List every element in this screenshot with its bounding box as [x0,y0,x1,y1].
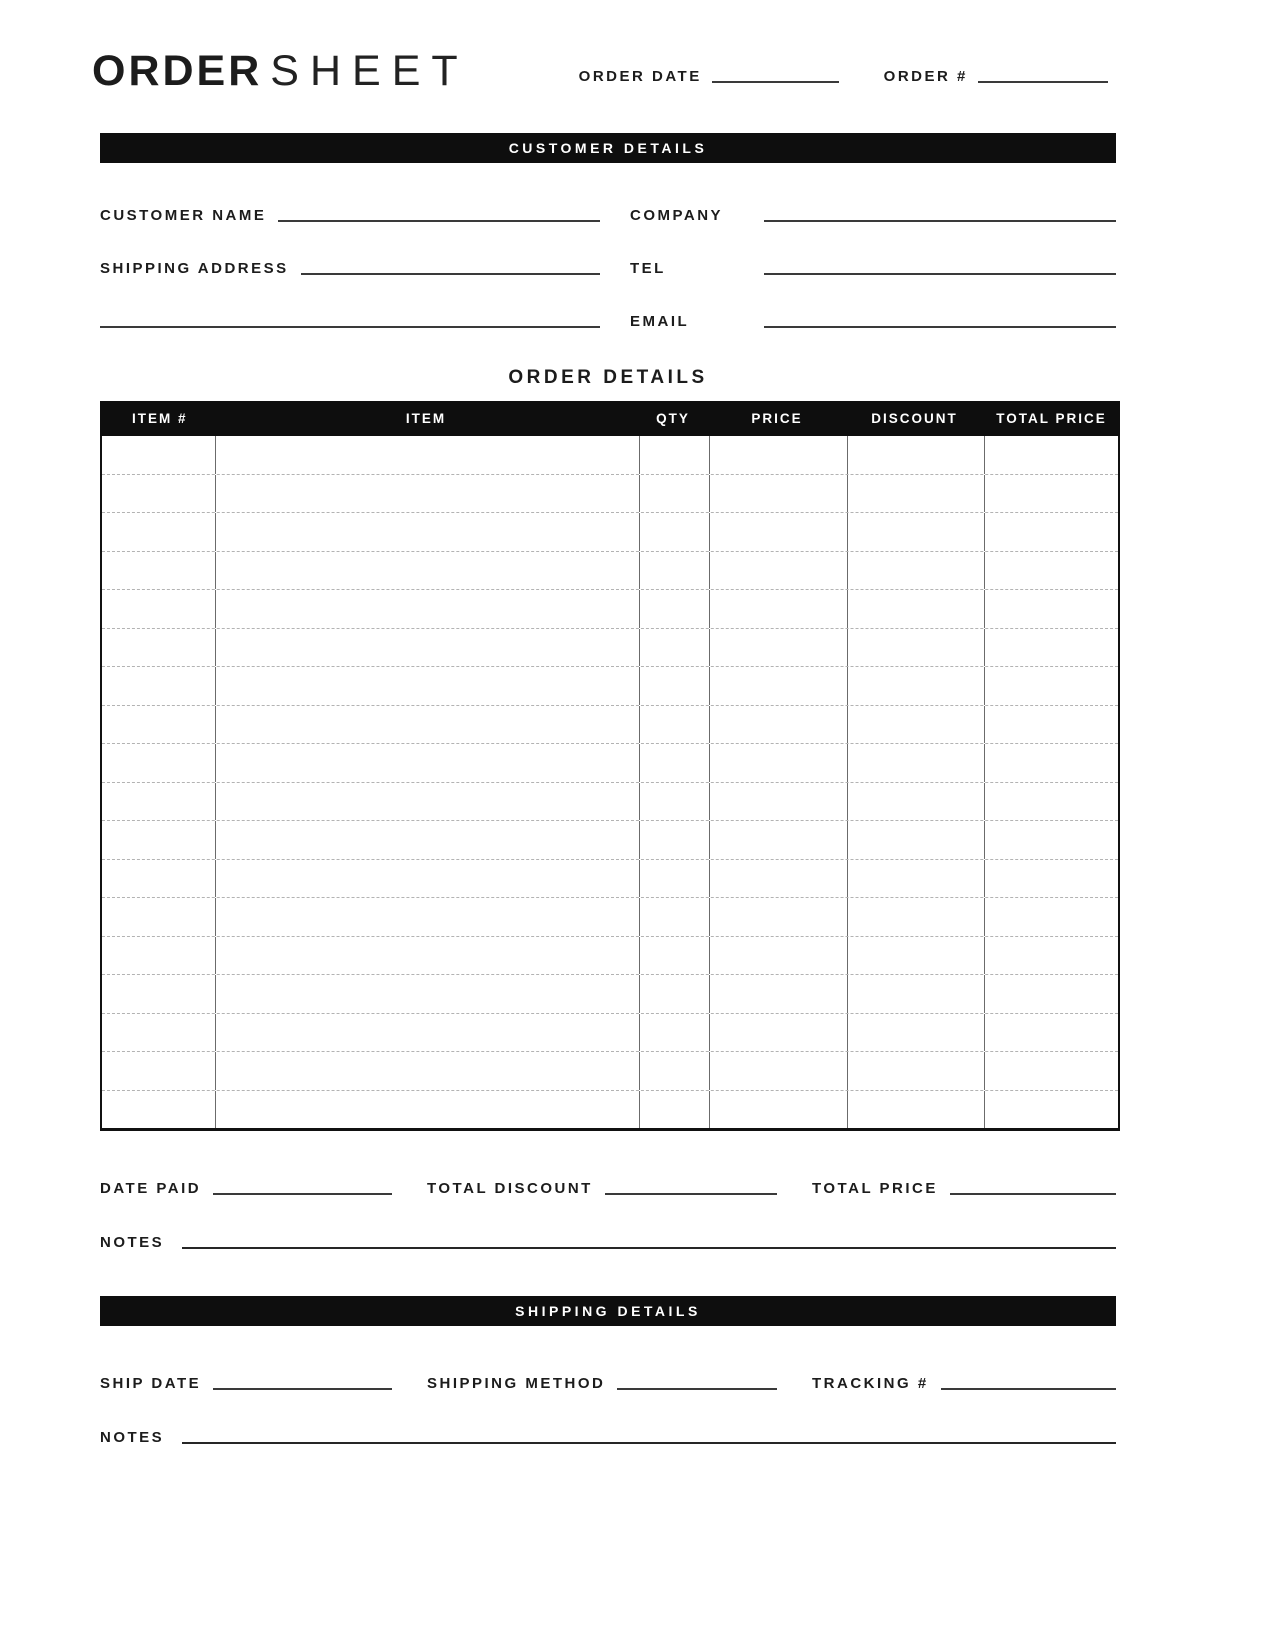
order-item-cell [216,513,640,551]
summary-row [100,1171,1116,1198]
order-notes-label: NOTES [100,1234,165,1252]
email-label: EMAIL [630,313,690,331]
order-item-row [102,783,1118,822]
order-item-cell [216,706,640,744]
total-price-field [812,1180,1116,1198]
order-item-row [102,552,1118,591]
order-item-cell [710,513,848,551]
ship-date-label: SHIP DATE [100,1375,202,1393]
order-item-cell [848,1014,985,1052]
order-item-cell [710,1014,848,1052]
date-paid-line [213,1193,392,1195]
shipping-notes-label: NOTES [100,1429,165,1447]
order-item-cell [848,513,985,551]
order-item-row [102,1091,1118,1129]
order-item-row [102,898,1118,937]
order-item-cell [102,1091,216,1129]
order-item-cell [710,552,848,590]
order-item-cell [985,1091,1118,1129]
ship-date-field [100,1375,392,1393]
order-date-label: ORDER DATE [578,68,702,86]
order-item-cell [640,975,710,1013]
order-item-cell [985,783,1118,821]
order-item-cell [848,552,985,590]
order-item-cell [102,667,216,705]
order-item-cell [848,590,985,628]
total-discount-line [605,1193,777,1195]
order-item-cell [640,783,710,821]
customer-name-field [100,193,600,225]
order-item-cell [710,937,848,975]
order-item-cell [640,821,710,859]
shipping-address-label: SHIPPING ADDRESS [100,260,289,278]
total-discount-field [427,1180,777,1198]
order-item-cell [710,706,848,744]
order-item-cell [985,937,1118,975]
title-secondary: SHEET [270,47,469,95]
total-discount-label: TOTAL DISCOUNT [427,1180,593,1198]
order-item-cell [640,860,710,898]
order-item-cell [710,783,848,821]
column-header-discount: DISCOUNT [871,411,958,427]
tracking-number-line [941,1388,1116,1390]
order-item-cell [985,975,1118,1013]
column-header-qty: QTY [656,411,690,427]
order-number-field [884,68,1108,86]
order-notes-field [100,1225,1116,1252]
total-price-line [950,1193,1116,1195]
order-item-cell [710,667,848,705]
order-items-table [100,401,1120,1131]
date-paid-field [100,1180,392,1198]
order-item-cell [216,744,640,782]
order-item-cell [710,744,848,782]
order-details-heading: ORDER DETAILS [508,367,708,389]
order-item-cell [848,629,985,667]
shipping-address-line [301,273,600,275]
order-item-cell [985,1014,1118,1052]
order-item-cell [640,1052,710,1090]
order-item-cell [848,821,985,859]
order-item-cell [102,937,216,975]
order-item-cell [985,667,1118,705]
order-item-cell [985,898,1118,936]
order-item-cell [102,706,216,744]
order-item-cell [216,1014,640,1052]
order-item-cell [102,436,216,474]
tel-field [600,246,1116,278]
order-item-cell [102,975,216,1013]
order-item-cell [216,860,640,898]
order-item-cell [640,475,710,513]
customer-name-label: CUSTOMER NAME [100,207,267,225]
order-item-cell [216,1052,640,1090]
order-item-cell [216,821,640,859]
order-item-cell [710,860,848,898]
page-content [92,0,1116,1447]
order-item-cell [102,1014,216,1052]
order-item-cell [216,1091,640,1129]
order-item-cell [102,629,216,667]
shipping-details-title: SHIPPING DETAILS [515,1303,701,1320]
order-item-cell [985,860,1118,898]
order-items-body [100,436,1120,1131]
shipping-details-section-bar [100,1296,1116,1326]
order-item-row [102,860,1118,899]
column-header-price: PRICE [751,411,803,427]
date-paid-label: DATE PAID [100,1180,202,1198]
order-item-cell [710,1091,848,1129]
ship-date-line [213,1388,392,1390]
order-item-cell [710,975,848,1013]
customer-details-section-bar [100,133,1116,163]
order-item-cell [848,937,985,975]
order-item-cell [216,552,640,590]
order-item-cell [985,629,1118,667]
order-table-header [100,401,1120,436]
order-item-cell [216,783,640,821]
order-item-cell [985,552,1118,590]
company-field [600,193,1116,225]
order-item-row [102,706,1118,745]
company-line [764,220,1116,222]
company-label: COMPANY [630,207,724,225]
order-item-cell [848,1052,985,1090]
order-item-cell [640,1014,710,1052]
order-item-cell [848,706,985,744]
order-item-cell [216,975,640,1013]
order-item-cell [102,590,216,628]
order-item-cell [848,1091,985,1129]
order-item-cell [640,552,710,590]
order-item-row [102,821,1118,860]
order-item-cell [640,1091,710,1129]
email-field [600,299,1116,331]
order-item-cell [640,629,710,667]
order-item-row [102,1014,1118,1053]
order-item-cell [848,898,985,936]
order-item-cell [640,436,710,474]
order-item-cell [710,436,848,474]
order-item-cell [710,590,848,628]
order-number-line [978,81,1108,83]
order-item-cell [710,821,848,859]
shipping-notes-field [100,1420,1116,1447]
order-item-cell [848,744,985,782]
order-item-row [102,513,1118,552]
order-item-cell [710,629,848,667]
order-item-cell [102,744,216,782]
header-fields [579,68,1116,95]
order-item-cell [985,475,1118,513]
shipping-method-label: SHIPPING METHOD [427,1375,606,1393]
customer-fields [100,193,1116,331]
title-primary: ORDER [92,47,263,95]
order-item-cell [710,1052,848,1090]
order-item-cell [848,436,985,474]
order-item-cell [640,744,710,782]
order-item-cell [102,475,216,513]
order-item-cell [216,667,640,705]
email-line [764,326,1116,328]
shipping-row [100,1366,1116,1393]
order-item-row [102,436,1118,475]
shipping-notes-line [182,1442,1116,1444]
column-header-item: ITEM [405,411,447,427]
order-item-cell [640,898,710,936]
column-header-total-price: TOTAL PRICE [996,411,1107,427]
order-item-cell [848,667,985,705]
order-item-cell [848,975,985,1013]
shipping-method-field [427,1375,777,1393]
order-item-cell [216,475,640,513]
total-price-label: TOTAL PRICE [812,1180,938,1198]
order-item-cell [848,860,985,898]
page-header [92,0,1116,95]
order-item-cell [985,706,1118,744]
order-item-cell [216,629,640,667]
shipping-address-line-2 [100,326,600,328]
order-item-cell [102,783,216,821]
shipping-method-line [617,1388,777,1390]
order-item-row [102,667,1118,706]
order-date-field [579,68,839,86]
order-notes-line [182,1247,1116,1249]
order-item-cell [102,821,216,859]
order-item-cell [102,1052,216,1090]
order-item-cell [985,513,1118,551]
order-item-cell [102,898,216,936]
order-item-cell [102,552,216,590]
order-item-row [102,475,1118,514]
order-item-row [102,744,1118,783]
tel-line [764,273,1116,275]
order-item-cell [216,937,640,975]
order-item-cell [985,436,1118,474]
customer-details-title: CUSTOMER DETAILS [508,140,708,157]
shipping-address-field-line2 [100,299,600,331]
order-item-cell [985,590,1118,628]
order-item-cell [848,475,985,513]
order-item-cell [216,436,640,474]
order-item-cell [985,1052,1118,1090]
order-item-cell [848,783,985,821]
tel-label: TEL [630,260,666,278]
order-item-cell [216,898,640,936]
order-item-row [102,590,1118,629]
order-item-cell [640,667,710,705]
shipping-address-field [100,246,600,278]
order-item-cell [985,821,1118,859]
tracking-number-field [812,1375,1116,1393]
tracking-number-label: TRACKING # [812,1375,929,1393]
order-item-row [102,1052,1118,1091]
order-item-cell [216,590,640,628]
order-date-line [712,81,839,83]
order-item-cell [640,706,710,744]
page-title [92,48,469,95]
order-item-cell [640,937,710,975]
order-item-row [102,937,1118,976]
order-item-cell [640,513,710,551]
order-item-row [102,975,1118,1014]
order-item-cell [985,744,1118,782]
order-item-cell [102,860,216,898]
order-item-cell [710,475,848,513]
order-number-label: ORDER # [883,68,968,86]
customer-name-line [278,220,600,222]
order-item-cell [102,513,216,551]
order-item-cell [710,898,848,936]
order-item-row [102,629,1118,668]
column-header-item-number: ITEM # [132,411,188,427]
order-item-cell [640,590,710,628]
